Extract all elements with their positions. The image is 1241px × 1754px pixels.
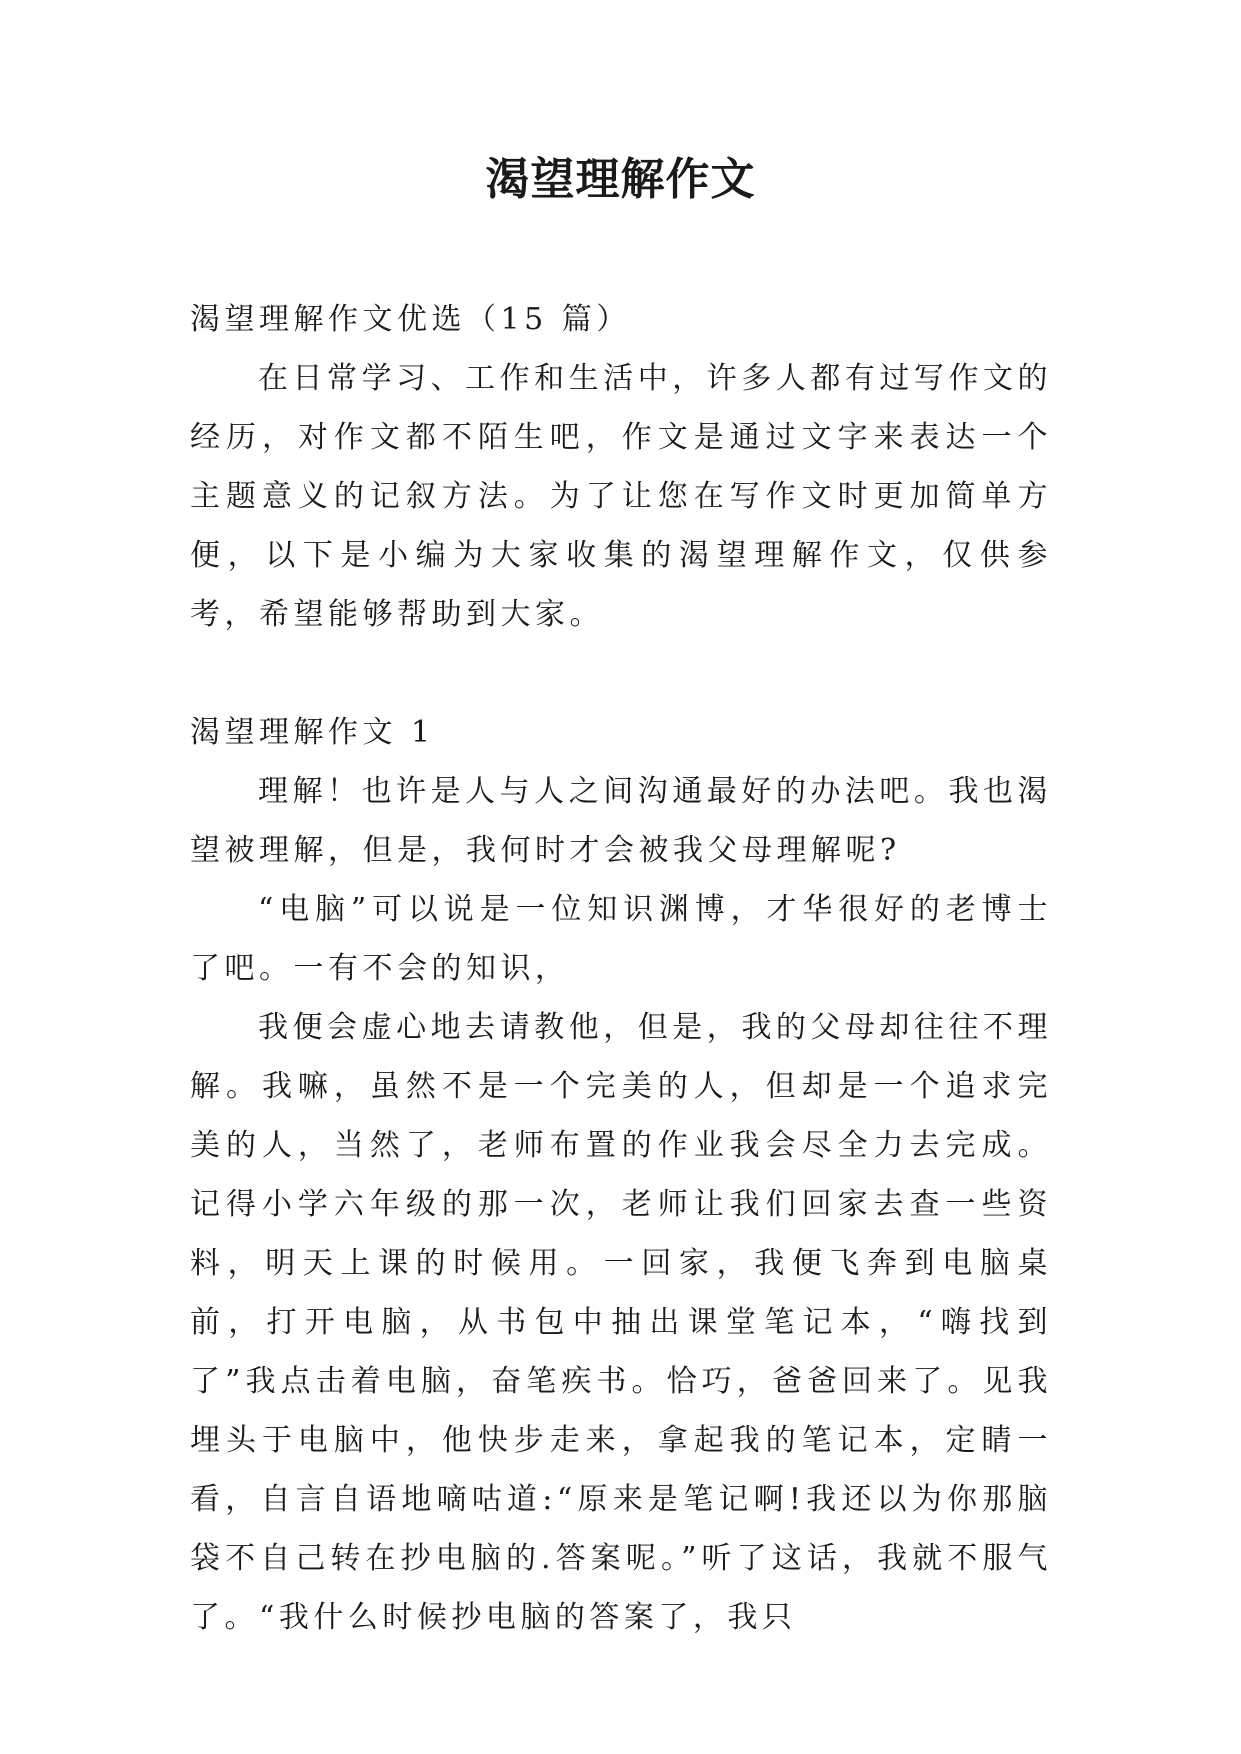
document-subtitle: 渴望理解作文优选（15 篇）	[190, 302, 631, 337]
document-body	[190, 290, 1052, 1647]
section-spacer	[190, 644, 1052, 703]
intro-paragraph: 在日常学习、工作和生活中，许多人都有过写作文的经历，对作文都不陌生吧，作文是通过文字来表达一个主题意义的记叙方法。为了让您在写作文时更加简单方便，以下是小编为大家收集的渴望理解作文，仅供参考，希望能够帮助到大家。	[190, 361, 1052, 632]
section-paragraph: 理解！也许是人与人之间沟通最好的办法吧。我也渴望被理解，但是，我何时才会被我父母理解呢?	[190, 774, 1052, 868]
section-heading: 渴望理解作文 1	[190, 715, 435, 750]
section-paragraph: “电脑”可以说是一位知识渊博，才华很好的老博士了吧。一有不会的知识，	[190, 892, 1052, 986]
document-title: 渴望理解作文	[485, 154, 756, 205]
section-paragraph: 我便会虚心地去请教他，但是，我的父母却往往不理解。我嘛，虽然不是一个完美的人，但却是一个追求完美的人，当然了，老师布置的作业我会尽全力去完成。记得小学六年级的那一次，老师让我们回家去查一些资料，明天上课的时候用。一回家，我便飞奔到电脑桌前，打开电脑，从书包中抽出课堂笔记本，“嗨找到了”我点击着电脑，奋笔疾书。恰巧，爸爸回来了。见我埋头于电脑中，他快步走来，拿起我的笔记本，定睛一看，自言自语地嘀咕道:“原来是笔记啊!我还以为你那脑袋不自己转在抄电脑的.答案呢。”听了这话，我就不服气了。“我什么时候抄电脑的答案了，我只	[190, 1010, 1052, 1635]
